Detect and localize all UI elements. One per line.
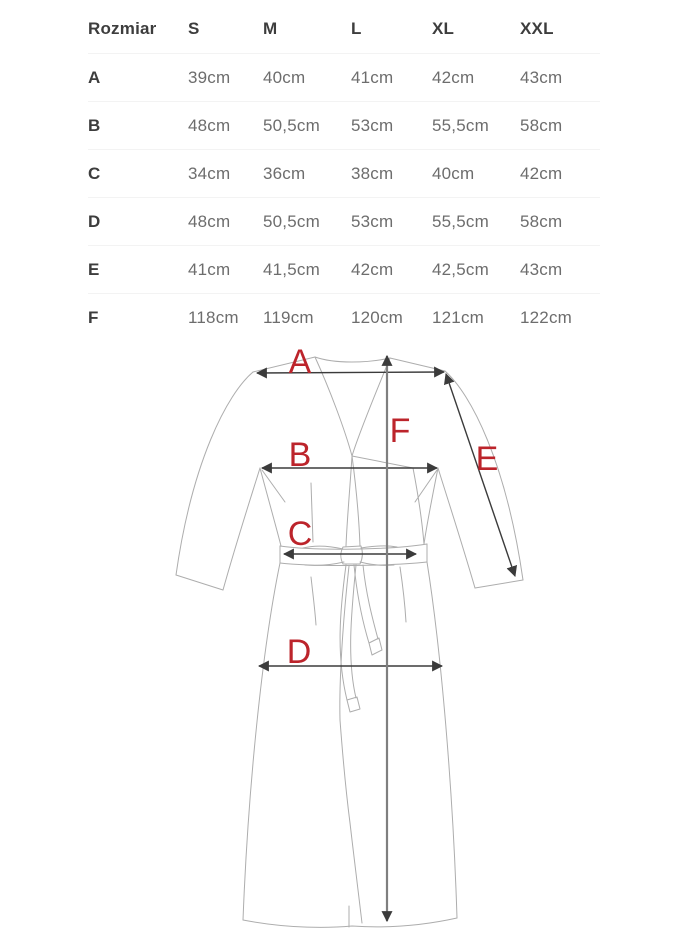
- column-header-size-m: M: [263, 19, 278, 38]
- measurement-label-e: E: [475, 440, 499, 478]
- row-label-d: D: [88, 211, 101, 231]
- measurement-value: 41,5cm: [263, 259, 320, 279]
- measurement-value: 50,5cm: [263, 211, 320, 231]
- column-header-rozmiar: Rozmiar: [88, 19, 157, 38]
- column-header-size-xl: XL: [432, 19, 455, 38]
- dress-outline: [176, 357, 523, 927]
- row-label-a: A: [88, 67, 101, 87]
- measurement-value: 42cm: [432, 67, 475, 87]
- measurement-value: 42cm: [520, 163, 563, 183]
- measurement-value: 121cm: [432, 307, 485, 327]
- measurement-value: 39cm: [188, 67, 231, 87]
- measurement-value: 36cm: [263, 163, 306, 183]
- measurement-value: 120cm: [351, 307, 404, 327]
- row-label-c: C: [88, 163, 101, 183]
- measurement-value: 58cm: [520, 115, 563, 135]
- row-label-f: F: [88, 307, 99, 327]
- measurement-value: 58cm: [520, 211, 563, 231]
- measurement-value: 55,5cm: [432, 211, 489, 231]
- measurement-value: 122cm: [520, 307, 573, 327]
- measurement-value: 48cm: [188, 211, 231, 231]
- measurement-value: 40cm: [432, 163, 475, 183]
- measurement-value: 118cm: [188, 307, 239, 327]
- measurement-value: 119cm: [263, 307, 314, 327]
- measurement-value: 38cm: [351, 163, 394, 183]
- measurement-value: 53cm: [351, 211, 394, 231]
- measurement-arrow-a: [257, 372, 444, 373]
- measurement-label-d: D: [286, 633, 312, 671]
- measurement-label-a: A: [288, 343, 312, 381]
- measurement-value: 40cm: [263, 67, 306, 87]
- column-header-size-xxl: XXL: [520, 19, 554, 38]
- measurement-label-f: F: [389, 412, 411, 450]
- measurement-value: 41cm: [188, 259, 231, 279]
- row-label-b: B: [88, 115, 101, 135]
- measurement-value: 53cm: [351, 115, 394, 135]
- measurement-value: 43cm: [520, 67, 563, 87]
- measurement-value: 42,5cm: [432, 259, 489, 279]
- measurement-value: 41cm: [351, 67, 394, 87]
- measurement-label-c: C: [287, 515, 313, 553]
- measurement-value: 48cm: [188, 115, 231, 135]
- measurement-value: 55,5cm: [432, 115, 489, 135]
- measurement-value: 43cm: [520, 259, 563, 279]
- measurement-value: 34cm: [188, 163, 231, 183]
- measurement-value: 50,5cm: [263, 115, 320, 135]
- row-label-e: E: [88, 259, 100, 279]
- column-header-size-s: S: [188, 19, 200, 38]
- measurement-label-b: B: [288, 436, 312, 474]
- column-header-size-l: L: [351, 19, 362, 38]
- measurement-value: 42cm: [351, 259, 394, 279]
